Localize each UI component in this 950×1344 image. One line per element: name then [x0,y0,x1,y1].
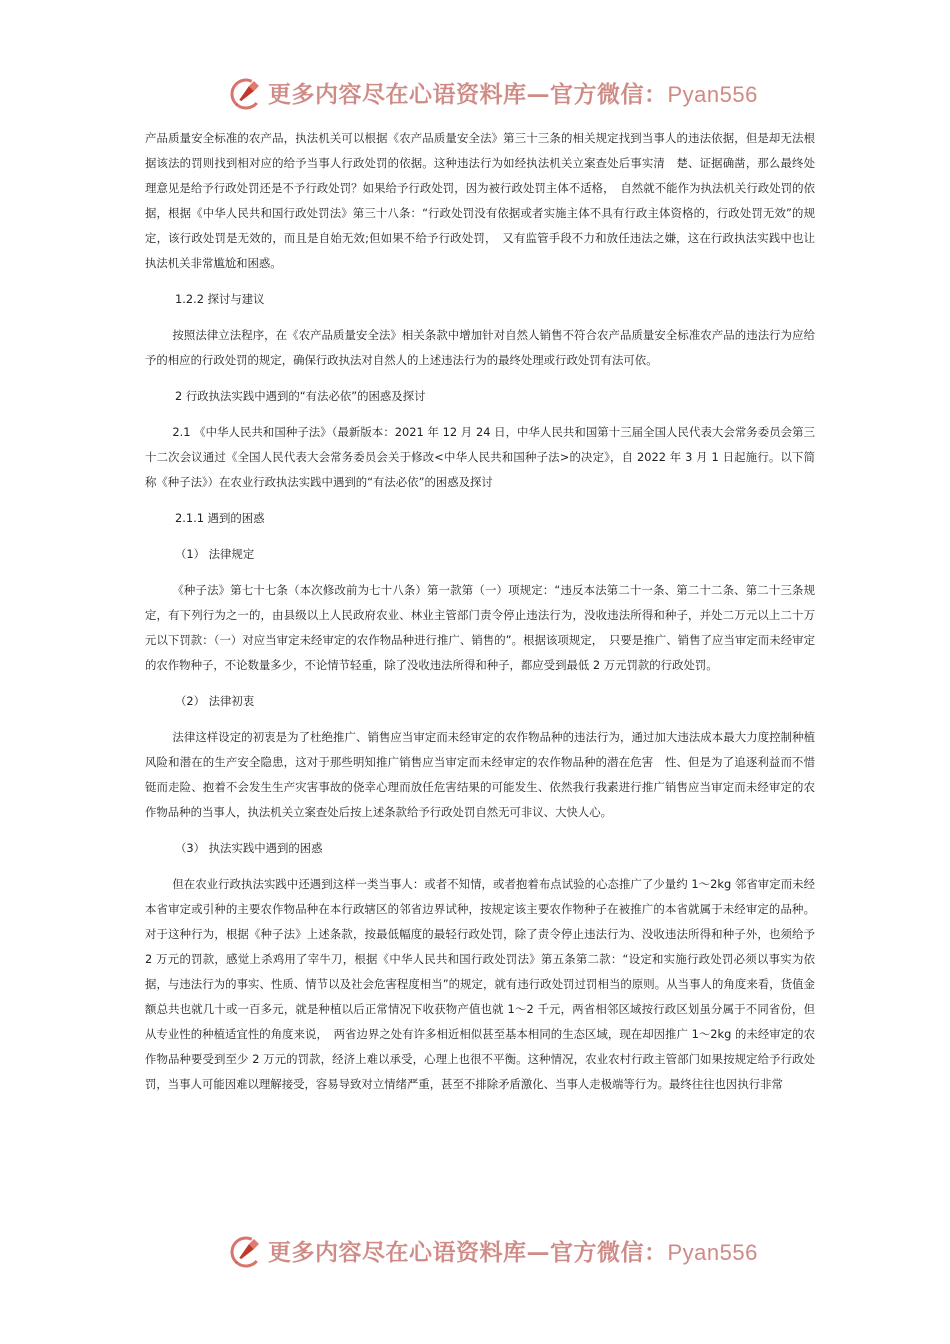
body-paragraph: 产品质量安全标准的农产品，执法机关可以根据《农产品质量安全法》第三十三条的相关规定找到当事人的违法依据，但是却无法根据该法的罚则找到相对应的给予当事人行政处罚的依据。这种违法行为如经执法机关立案查处后事实清 楚、证据确凿，那么最终处理意见是给予行政处罚还是不予行政处罚？如果给予行政处罚，因为被行政处罚主体不适格， 自然就不能作为执法机关行政处罚的依据，根据《中华人民共和国行政处罚法》第三十八条：“行政处罚没有依据或者实施主体不具有行政主体资格的，行政处罚无效”的规定，该行政处罚是无效的，而且是自始无效;但如果不给予行政处罚， 又有监管手段不力和放任违法之嫌，这在行政执法实践中也让执法机关非常尴尬和困惑。 [145,131,815,270]
section-heading: （2） 法律初衷 [175,694,255,708]
block-gap [145,678,815,689]
body-paragraph: 但在农业行政执法实践中还遇到这样一类当事人：或者不知情，或者抱着布点试验的心态推广了少量约 1～2kg 邻省审定而未经本省审定或引种的主要农作物品种在本行政辖区的邻省边界试种，按规定该主要农作物种子在被推广的本省就属于未经审定的品种。对于这种行为，根据《种子法》上述条款，按最低幅度的最轻行政处罚，除了责令停止违法行为、没收违法所得和种子外，也须给予 2 万元的罚款，感觉上杀鸡用了宰牛刀，根据《中华人民共和国行政处罚法》第五条第二款：“设定和实施行政处罚必须以事实为依据，与违法行为的事实、性质、情节以及社会危害程度相当”的规定，就有违行政处罚过罚相当的原则。从当事人的角度来看，货值金额总共也就几十或一百多元，就是种植以后正常情况下收获物产值也就 1～2 千元，两省相邻区域按行政区划虽分属于不同省份，但从专业性的种植适宜性的角度来说， 两省边界之处有许多相近相似甚至基本相同的生态区域，现在却因推广 1～2kg 的未经审定的农作物品种要受到至少 2 万元的罚款，经济上难以承受，心理上也很不平衡。这种情况，农业农村行政主管部门如果按规定给予行政处罚，当事人可能因难以理解接受，容易导致对立情绪严重，甚至不排除矛盾激化、当事人走极端等行为。最终往往也因执行非常 [145,877,815,1091]
banner-text: 更多内容尽在心语资料库—官方微信：Pyan556 [268,1239,758,1266]
block-gap [145,714,815,725]
document-body [145,126,815,1097]
body-paragraph: 《种子法》第七十七条（本次修改前为七十八条）第一款第（一）项规定：“违反本法第二十一条、第二十二条、第二十三条规定，有下列行为之一的，由县级以上人民政府农业、林业主管部门责令停止违法行为，没收违法所得和种子，并处二万元以上二十万元以下罚款：（一）对应当审定未经审定的农作物品种进行推广、销售的”。根据该项规定， 只要是推广、销售了应当审定而未经审定的农作物种子，不论数量多少，不论情节轻重，除了没收违法所得和种子，都应受到最低 2 万元罚款的行政处罚。 [145,583,815,672]
block-gap [145,495,815,506]
body-paragraph: 法律这样设定的初衷是为了杜绝推广、销售应当审定而未经审定的农作物品种的违法行为，通过加大违法成本最大力度控制种植风险和潜在的生产安全隐患，这对于那些明知推广销售应当审定而未经审定的农作物品种的潜在危害 性、但是为了追逐利益而不惜铤而走险、抱着不会发生生产灾害事故的侥幸心理而放任危害结果的可能发生、依然我行我素进行推广销售应当审定而未经审定的农作物品种的当事人，执法机关立案查处后按上述条款给予行政处罚自然无可非议、大快人心。 [145,730,815,819]
bottom-banner [0,1228,950,1276]
block-gap [145,373,815,384]
block-gap [145,276,815,287]
block-gap [145,567,815,578]
section-heading: （1） 法律规定 [175,547,255,561]
section-heading: 2 行政执法实践中遇到的“有法必依”的困惑及探讨 [175,389,426,403]
banner-text: 更多内容尽在心语资料库—官方微信：Pyan556 [268,81,758,108]
pen-nib-logo-icon [226,1232,266,1272]
pen-nib-logo-icon [226,74,266,114]
block-gap [145,531,815,542]
block-gap [145,312,815,323]
top-banner [0,70,950,118]
body-paragraph: 2.1 《中华人民共和国种子法》（最新版本：2021 年 12 月 24 日，中华人民共和国第十三届全国人民代表大会常务委员会第三十二次会议通过《全国人民代表大会常务委员会关于修改<中华人民共和国种子法>的决定》，自 2022 年 3 月 1 日起施行。以下简称《种子法》）在农业行政执法实践中遇到的“有法必依”的困惑及探讨 [145,425,815,489]
block-gap [145,825,815,836]
body-paragraph: 按照法律立法程序，在《农产品质量安全法》相关条款中增加针对自然人销售不符合农产品质量安全标准农产品的违法行为应给予的相应的行政处罚的规定，确保行政执法对自然人的上述违法行为的最终处理或行政处罚有法可依。 [145,328,815,367]
section-heading: 2.1.1 遇到的困惑 [175,511,265,525]
section-heading: （3） 执法实践中遇到的困惑 [175,841,323,855]
section-heading: 1.2.2 探讨与建议 [175,292,265,306]
block-gap [145,861,815,872]
block-gap [145,409,815,420]
